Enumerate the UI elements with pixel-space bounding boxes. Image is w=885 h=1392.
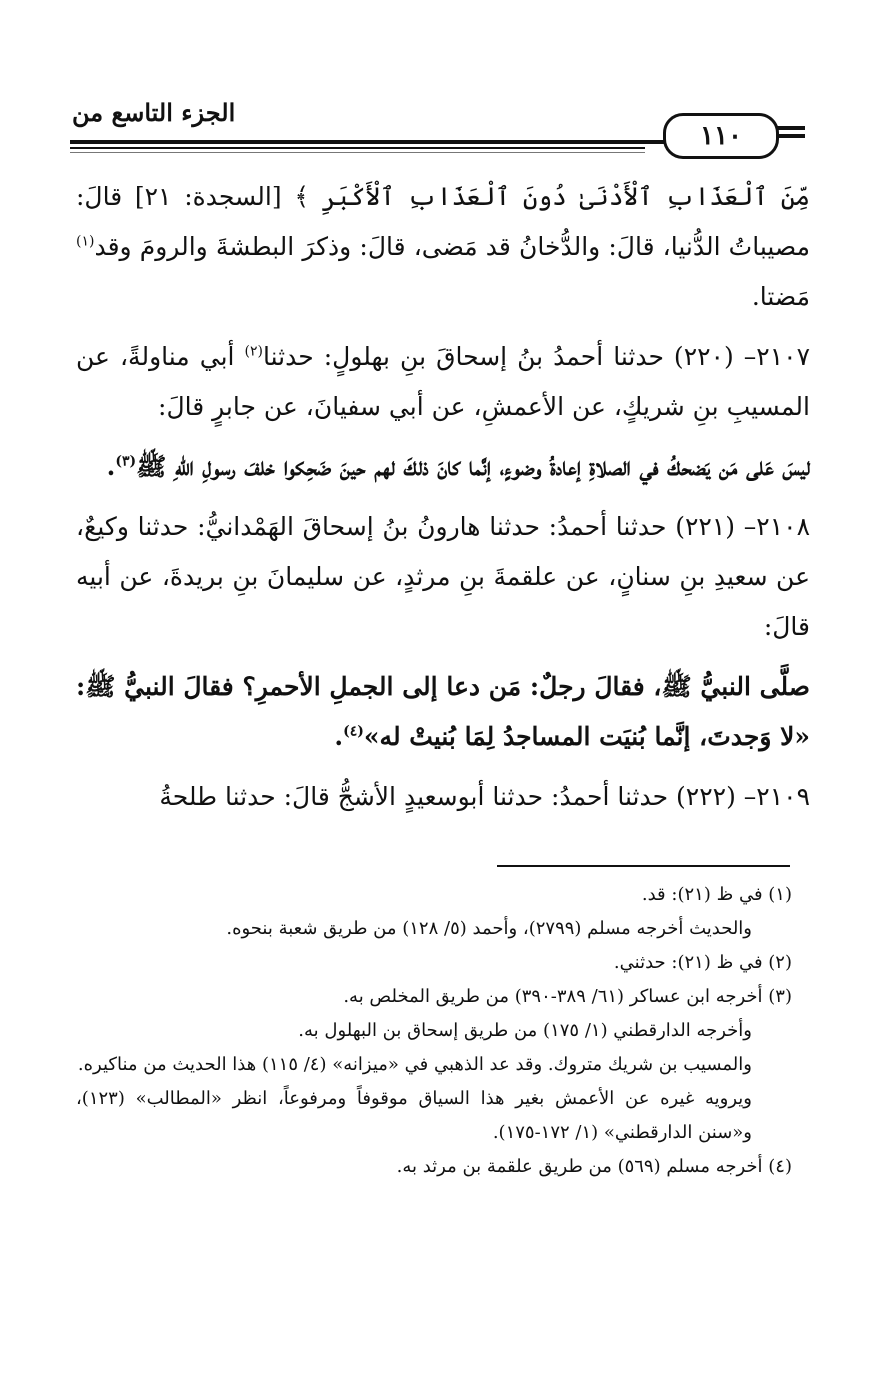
footnote-1-continued: والحديث أخرجه مسلم (٢٧٩٩)، وأحمد (٥/ ١٢٨) من طريق شعبة بنحوه. xyxy=(226,918,752,939)
footnote-marker: (١) xyxy=(76,233,95,250)
main-text xyxy=(76,172,810,832)
number-tab-lower xyxy=(777,134,805,138)
footnote-separator xyxy=(497,865,790,867)
page-number: ١١٠ xyxy=(663,113,779,159)
paragraph-text: ليسَ عَلى مَن يَضحكُ في الصلاةِ إعادةُ وضوءٍ، إنَّما كانَ ذلكَ لهم حينَ ضَحِكوا خلفَ رسولِ اللهِ ﷺ xyxy=(136,452,810,481)
footnote-4: (٤) أخرجه مسلم (٥٦٩) من طريق علقمة بن مرثد به. xyxy=(396,1156,792,1177)
footnote-3: (٣) أخرجه ابن عساكر (٦١/ ٣٨٩-٣٩٠) من طريق المخلص به. xyxy=(343,986,792,1007)
hadith-2109-isnad xyxy=(76,772,810,822)
header-rule-thick xyxy=(70,140,645,144)
number-tab-upper xyxy=(777,126,805,130)
header-rule-hairline xyxy=(70,152,645,153)
header-rule-thin xyxy=(70,147,645,149)
paragraph-text: ٢١٠٨– (٢٢١) حدثنا أحمدُ: حدثنا هارونُ بنُ إسحاقَ الهَمْدانيُّ: حدثنا وكيعٌ، عن سعيدِ بنِ سنانٍ، عن علقمةَ بنِ مرثدٍ، عن سليمانَ بنِ بريدةَ، عن أبيه قالَ: xyxy=(76,512,810,641)
paragraph-text: ٢١٠٧– (٢٢٠) حدثنا أحمدُ بنُ إسحاقَ بنِ بهلولٍ: حدثنا xyxy=(263,342,810,371)
hadith-2108-isnad xyxy=(76,502,810,652)
hadith-2107-isnad xyxy=(76,332,810,432)
paragraph-text: ٢١٠٩– (٢٢٢) حدثنا أحمدُ: حدثنا أبوسعيدٍ الأشجُّ قالَ: حدثنا طلحةُ xyxy=(159,782,810,811)
footnote-3-continued: ويرويه غيره عن الأعمش بغير هذا السياق موقوفاً ومرفوعاً، انظر «المطالب» (١٢٣)، و«سنن الدارقطني» (١/ ١٧٢-١٧٥). xyxy=(76,1088,752,1143)
quran-verse: مِّنَ ٱلْعَذَابِ ٱلْأَدْنَىٰ دُونَ ٱلْعَذَابِ ٱلْأَكْبَرِ ﴾ xyxy=(294,182,811,211)
paragraph-tail: . xyxy=(106,452,116,481)
paragraph-tail: أبي مناولةً، عن المسيبِ بنِ شريكٍ، عن الأعمشِ، عن أبي سفيانَ، عن جابرٍ قالَ: xyxy=(76,342,810,421)
footnotes xyxy=(76,878,792,1184)
paragraph-tail: . xyxy=(334,722,344,751)
footnote-3-continued: والمسيب بن شريك متروك. وقد عد الذهبي في «ميزانه» (٤/ ١١٥) هذا الحديث من مناكيره. xyxy=(77,1054,752,1075)
paragraph-quran-continuation xyxy=(76,172,810,322)
hadith-2107-matn xyxy=(76,442,810,492)
footnote-1: (١) في ظ (٢١): قد. xyxy=(641,884,792,905)
running-title: الجزء التاسع من xyxy=(72,98,236,127)
hadith-2108-matn xyxy=(76,662,810,762)
footnote-3-continued: وأخرجه الدارقطني (١/ ١٧٥) من طريق إسحاق بن البهلول به. xyxy=(298,1020,752,1041)
footnote-marker: (٤) xyxy=(343,723,364,740)
paragraph-tail: مَضتا. xyxy=(751,282,810,311)
paragraph-text: صلَّى النبيُّ ﷺ، فقالَ رجلٌ: مَن دعا إلى الجملِ الأحمرِ؟ فقالَ النبيُّ ﷺ: «لا وَجدتَ، إنَّما بُنيَت المساجدُ لِمَا بُنيتْ له» xyxy=(76,672,810,751)
footnote-marker: (٢) xyxy=(244,343,263,360)
page-header xyxy=(70,94,815,156)
footnote-marker: (٣) xyxy=(115,453,137,470)
footnote-2: (٢) في ظ (٢١): حدثني. xyxy=(613,952,792,973)
paragraph-text: [السجدة: ٢١] قالَ: مصيباتُ الدُّنيا، قالَ: والدُّخانُ قد مَضى، قالَ: وذكرَ البطشةَ والرومَ وقد xyxy=(76,182,810,261)
